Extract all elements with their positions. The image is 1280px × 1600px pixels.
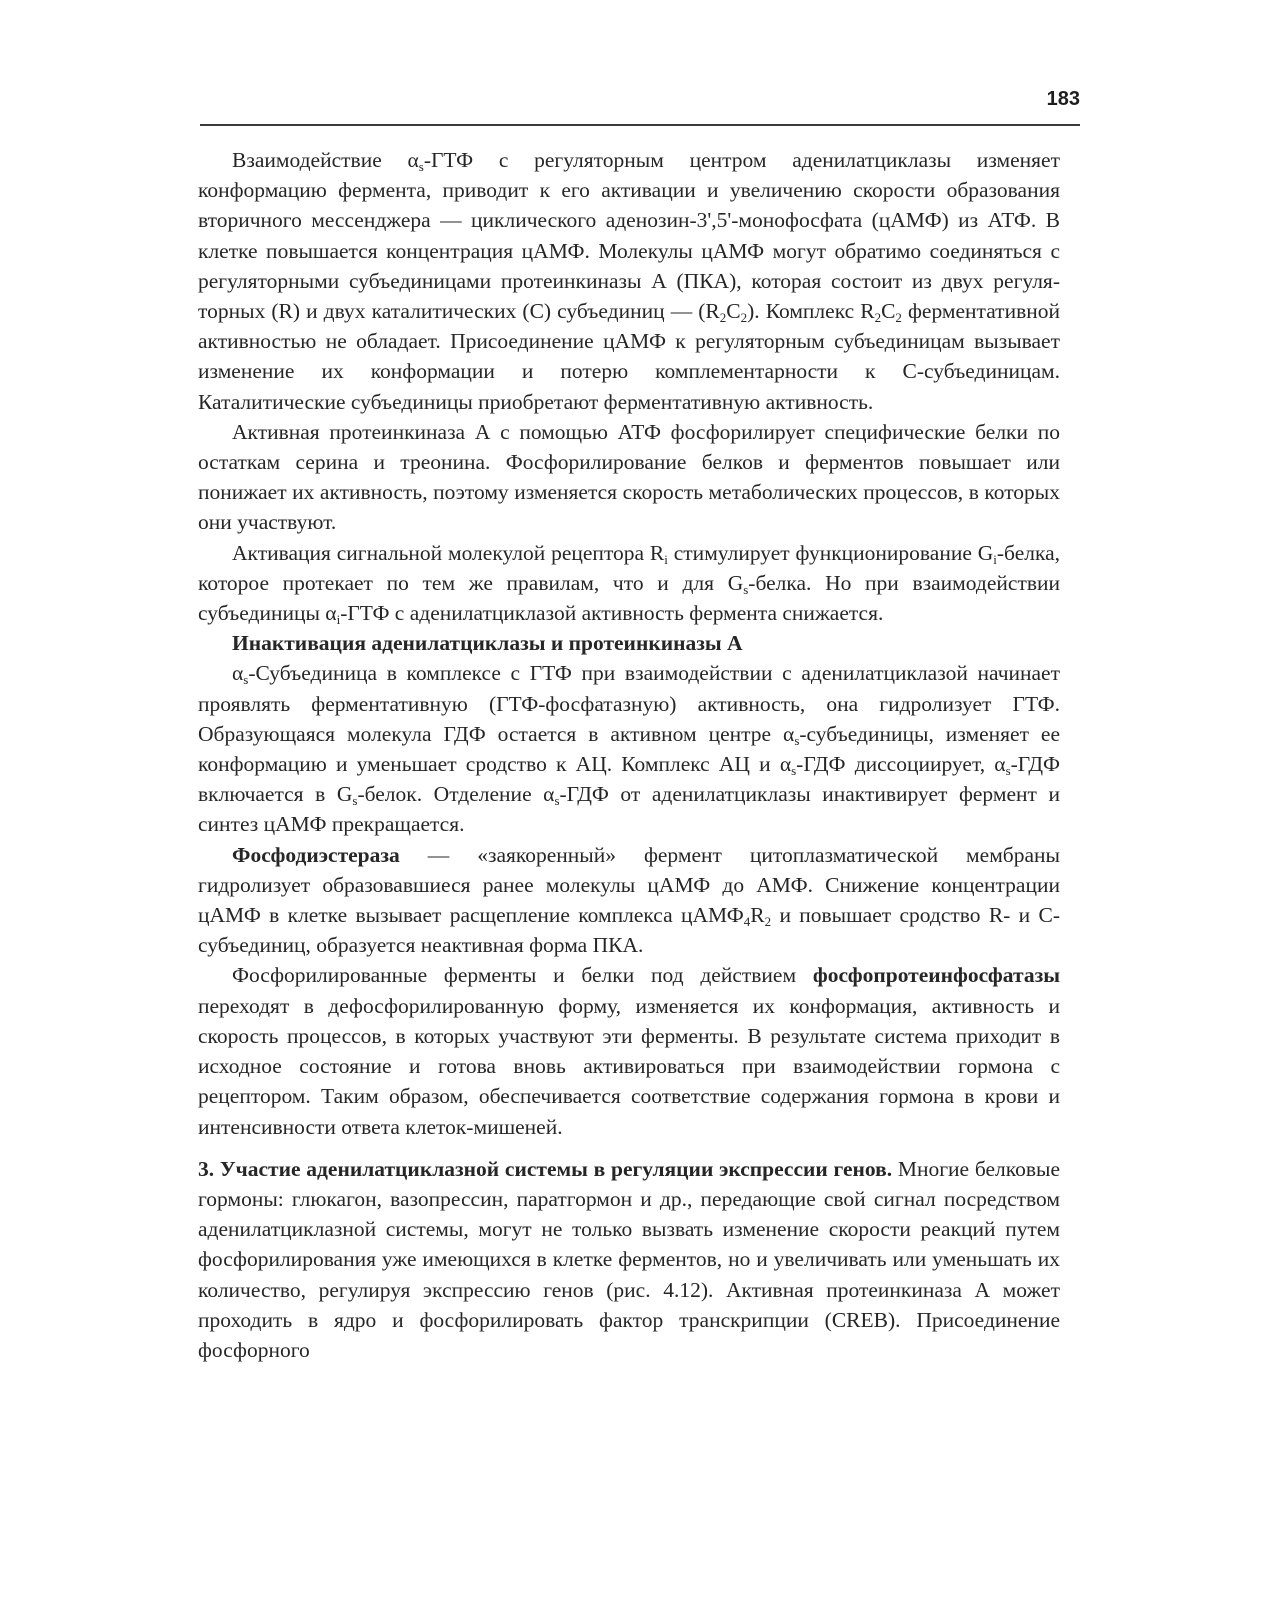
paragraph-protein-kinase-a: Активная протеинкиназа А с помощью АТФ фосфорилирует специфические белки по остаткам серина и треонина. Фосфорилирование белков и ферментов повышает или понижает их активность, поэтому изменяется скорость метаболических процессов, в которых они участвуют. — [198, 419, 1060, 535]
paragraph-adenylate-cyclase-activation: Взаимодействие $\alpha_s$-ГТФ с регуляторным центром аденилатциклазы изменяет конформацию фермента, приводит к его активации и увеличению скорости образования вторичного мессенджера — циклического аденозин-3',5'-монофосфата (цАМФ) из АТФ. В клетке повышается концентрация цАМФ. Молекулы цАМФ могут обратимо соединяться с регуляторными субъединицами протеинкиназы А (ПКА), которая состоит из двух регуляторных (R) и двух каталитических (С) субъединиц — $(R_2C_2)$. Комплекс $R_2C_2$ ферментативной активностью не обладает. Присоединение цАМФ к регуляторным субъединицам вызывает изменение их конформации и потерю комплементарности к С-субъединицам. Каталитические субъединицы приобретают ферментативную активность. — [198, 148, 1061, 414]
header-rule — [200, 124, 1080, 126]
page-number: 183 — [1046, 88, 1080, 110]
section-3-gene-expression: 3. Участие аденилатциклазной системы в регуляции экспрессии генов. Многие белковые гормоны: глюкагон, вазопрессин, паратгормон и др., передающие свой сигнал посредством аденилатциклазной системы, могут не только вызвать изменение скорости реакций путем фосфорилирования уже имеющихся в клетке ферментов, но и увеличивать или уменьшать их количество, регулируя экспрессию генов (рис. 4.12). Активная протеинкиназа А может проходить в ядро и фосфорилировать фактор транскрипции (CREB). Присоединение фосфорного — [198, 1156, 1060, 1362]
paragraph-phosphoprotein-phosphatase: Фосфорилированные ферменты и белки под действием фосфопротеинфосфатазы переходят в дефосфорилированную форму, изменяется их конформация, активность и скорость процессов, в которых участвуют эти ферменты. В результате система приходит в исходное состояние и готова вновь активироваться при взаимодействии гормона с рецептором. Таким образом, обеспечивается соответствие содержания гормона в крови и интенсивности ответа клеток-мишеней. — [198, 963, 1060, 1139]
paragraph-alpha-s-gtpase: $\alpha_s$-Субъединица в комплексе с ГТФ при взаимодействии с аденилатциклазой начинает проявлять ферментативную (ГТФ-фосфатазную) активность, она гидролизует ГТФ. Образующаяся молекула ГДФ остается в активном центре $\alpha_s$-субъединицы, изменяет ее конформацию и уменьшает сродство к АЦ. Комплекс АЦ и $\alpha_s$-ГДФ диссоциирует, $\alpha_s$-ГДФ включается в $G_s$-белок. Отделение $\alpha_s$-ГДФ от аденилатциклазы инактивирует фермент и синтез цАМФ прекращается. — [198, 661, 1061, 837]
paragraph-phosphodiesterase: Фосфодиэстераза — «заякоренный» фермент цитоплазматической мембраны гидролизует образовавшиеся ранее молекулы цАМФ до АМФ. Снижение концентрации цАМФ в клетке вызывает расщепление комплекса $цАМФ_4R_2$ и повышает сродство R- и С-субъединиц, образуется неактивная форма ПКА. — [198, 842, 1060, 958]
subheading-inactivation: Инактивация аденилатциклазы и протеинкиназы А — [232, 631, 743, 656]
paragraph-gi-protein: Активация сигнальной молекулой рецептора $R_i$ стимулирует функционирование $G_i$-белка, которое протекает по тем же правилам, что и для $G_s$-белка. Но при взаимодействии субъединицы $\alpha_i$-ГТФ с аденилатциклазой активность фермента снижается. — [198, 540, 1061, 628]
main-text — [198, 145, 1060, 1365]
